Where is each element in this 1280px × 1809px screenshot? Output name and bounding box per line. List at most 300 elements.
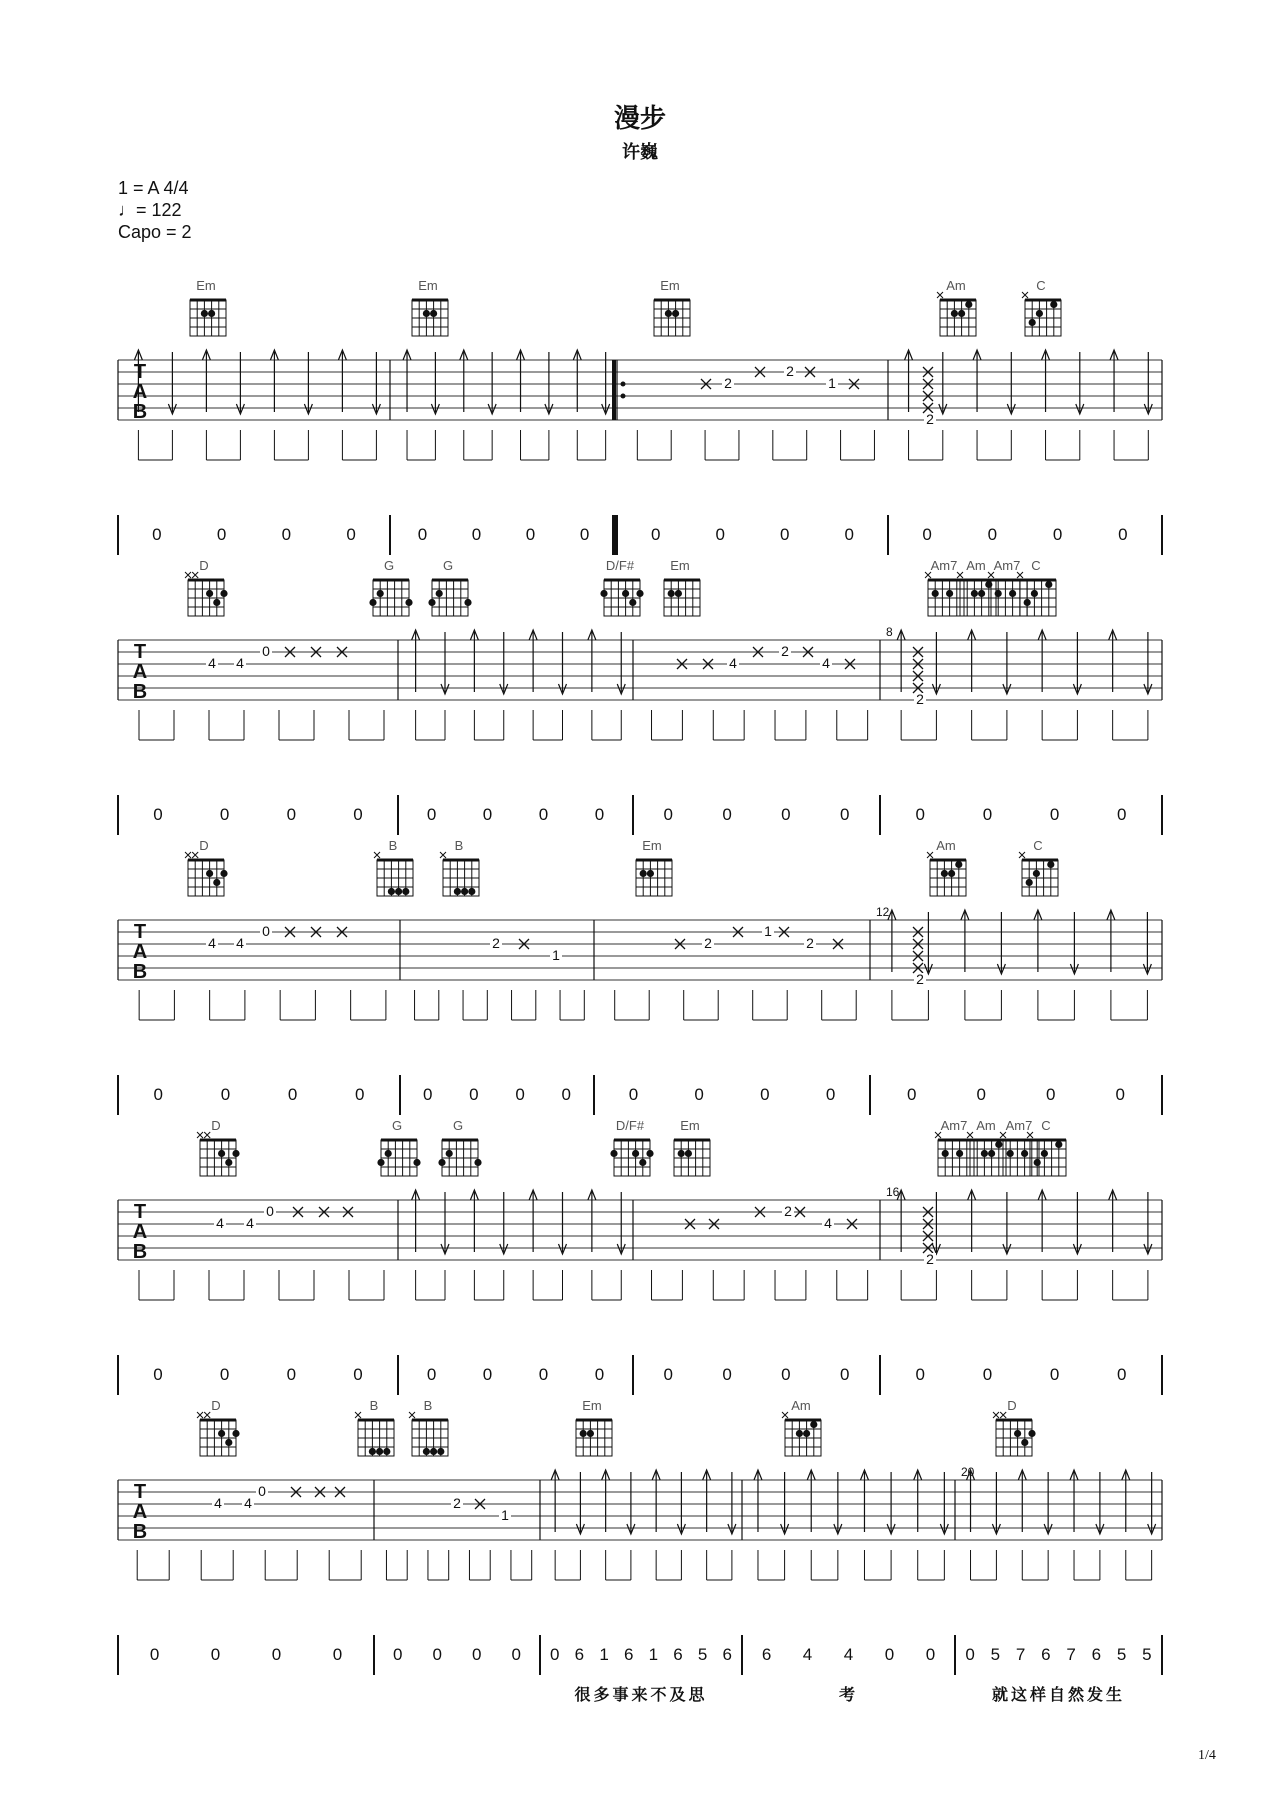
chord-dot bbox=[1026, 879, 1033, 886]
tab-note: 0 bbox=[266, 1203, 274, 1219]
chord-dot bbox=[978, 590, 985, 597]
jianpu-note: 0 bbox=[354, 1085, 365, 1104]
tab-note: 4 bbox=[214, 1495, 222, 1511]
mute-mark bbox=[192, 572, 198, 578]
chord-diagram-am bbox=[937, 278, 976, 336]
tab-note: 4 bbox=[822, 655, 830, 671]
chord-name: Am7 bbox=[930, 558, 958, 573]
chord-dot bbox=[629, 599, 636, 606]
measure bbox=[137, 1483, 361, 1664]
tab-clef-letter: A bbox=[132, 661, 148, 683]
chord-name: Am bbox=[936, 838, 956, 853]
chord-dot bbox=[810, 1421, 817, 1428]
jianpu-note: 0 bbox=[219, 1365, 230, 1384]
jianpu-note: 0 bbox=[538, 1365, 549, 1384]
jianpu-note: 0 bbox=[694, 1085, 704, 1104]
jianpu-note: 0 bbox=[220, 1085, 231, 1104]
jianpu-note: 0 bbox=[353, 1365, 363, 1384]
chord-dot bbox=[1021, 1439, 1028, 1446]
chord-dot bbox=[665, 310, 672, 317]
chord-name: D bbox=[211, 1118, 221, 1133]
jianpu-note: 0 bbox=[286, 805, 297, 824]
chord-dot bbox=[951, 310, 958, 317]
jianpu-note: 0 bbox=[1049, 1365, 1060, 1384]
chord-dot bbox=[437, 1448, 444, 1455]
jianpu-note: 0 bbox=[579, 525, 590, 544]
jianpu-note: 0 bbox=[525, 525, 536, 544]
jianpu-note: 0 bbox=[287, 1085, 298, 1104]
tab-note: 0 bbox=[258, 1483, 266, 1499]
chord-dot bbox=[220, 870, 227, 877]
system-1 bbox=[118, 278, 1162, 555]
chord-diagram-g bbox=[377, 1118, 420, 1176]
measure bbox=[403, 350, 610, 544]
mute-mark bbox=[185, 572, 191, 578]
tab-note: 0 bbox=[262, 923, 270, 939]
chord-name: Am7 bbox=[993, 558, 1021, 573]
chord-name: C bbox=[1036, 278, 1046, 293]
chord-dot bbox=[388, 888, 395, 895]
jianpu-note: 0 bbox=[392, 1645, 403, 1664]
jianpu-note: 0 bbox=[422, 1085, 433, 1104]
chord-dot bbox=[220, 590, 227, 597]
chord-dot bbox=[402, 888, 409, 895]
chord-diagram-em bbox=[636, 838, 672, 896]
jianpu-note: 0 bbox=[906, 1085, 917, 1104]
tab-note: 2 bbox=[781, 643, 789, 659]
jianpu-note: 0 bbox=[722, 805, 732, 824]
chord-name: D bbox=[199, 558, 209, 573]
chord-dot bbox=[423, 310, 430, 317]
measure bbox=[897, 1190, 1152, 1384]
jianpu-note: 6 bbox=[722, 1645, 732, 1664]
chord-diagram-em bbox=[576, 1398, 612, 1456]
jianpu-note: 0 bbox=[915, 805, 926, 824]
mute-mark bbox=[355, 1412, 361, 1418]
chord-dot bbox=[646, 1150, 653, 1157]
mute-mark bbox=[967, 1132, 973, 1138]
tab-note: 4 bbox=[236, 655, 244, 671]
tab-note: 2 bbox=[724, 375, 732, 391]
chord-dot bbox=[232, 1430, 239, 1437]
jianpu-note: 0 bbox=[925, 1645, 936, 1664]
chord-dot bbox=[622, 590, 629, 597]
system-2 bbox=[118, 558, 1162, 835]
jianpu-note: 0 bbox=[839, 1365, 850, 1384]
chord-dot bbox=[675, 590, 682, 597]
chord-dot bbox=[971, 590, 978, 597]
lyric-line: 就这样自然发生 bbox=[991, 1687, 1126, 1704]
jianpu-note: 0 bbox=[271, 1645, 282, 1664]
jianpu-note: 0 bbox=[353, 805, 363, 824]
mute-mark bbox=[937, 292, 943, 298]
mute-mark bbox=[185, 852, 191, 858]
jianpu-note: 0 bbox=[346, 525, 356, 544]
tab-note: 4 bbox=[216, 1215, 224, 1231]
chord-dot bbox=[376, 1448, 383, 1455]
chord-dot bbox=[1041, 1150, 1048, 1157]
chord-dot bbox=[668, 590, 675, 597]
tab-note: 1 bbox=[501, 1507, 509, 1523]
tab-clef-letter: B bbox=[132, 961, 148, 983]
measure bbox=[754, 1470, 948, 1704]
jianpu-note: 0 bbox=[825, 1085, 836, 1104]
tab-clef-letter: A bbox=[132, 381, 148, 403]
jianpu-note: 0 bbox=[976, 1085, 986, 1104]
jianpu-note: 0 bbox=[884, 1645, 895, 1664]
chord-dot bbox=[672, 310, 679, 317]
chord-dot bbox=[377, 590, 384, 597]
jianpu-note: 0 bbox=[780, 525, 790, 544]
jianpu-note: 0 bbox=[210, 1645, 221, 1664]
measure bbox=[652, 1203, 868, 1384]
mute-mark bbox=[197, 1132, 203, 1138]
chord-diagram-d bbox=[993, 1398, 1036, 1456]
tab-note: 4 bbox=[824, 1215, 832, 1231]
measure bbox=[412, 630, 626, 824]
jianpu-note: 0 bbox=[628, 1085, 639, 1104]
mute-mark bbox=[192, 852, 198, 858]
mute-mark bbox=[204, 1412, 210, 1418]
jianpu-note: 0 bbox=[1116, 1365, 1127, 1384]
tab-note: 2 bbox=[926, 1251, 934, 1267]
chord-dot bbox=[685, 1150, 692, 1157]
chord-dot bbox=[995, 1141, 1002, 1148]
jianpu-note: 0 bbox=[149, 1645, 160, 1664]
chord-diagram-c bbox=[1017, 558, 1056, 616]
system-3 bbox=[118, 838, 1162, 1115]
jianpu-note: 4 bbox=[843, 1645, 854, 1664]
chord-dot bbox=[474, 1159, 481, 1166]
mute-mark bbox=[925, 572, 931, 578]
chord-dot bbox=[1034, 1159, 1041, 1166]
chord-dot bbox=[438, 1159, 445, 1166]
chord-dot bbox=[377, 1159, 384, 1166]
chord-name: G bbox=[442, 558, 454, 573]
jianpu-note: 1 bbox=[648, 1645, 659, 1664]
jianpu-note: 0 bbox=[561, 1085, 572, 1104]
chord-dot bbox=[201, 310, 208, 317]
tab-note: 1 bbox=[764, 923, 772, 939]
system-5 bbox=[118, 1398, 1162, 1704]
chord-dot bbox=[610, 1150, 617, 1157]
chord-name: D/F# bbox=[615, 1118, 645, 1133]
chord-name: Em bbox=[418, 278, 438, 293]
jianpu-note: 0 bbox=[1052, 525, 1063, 544]
jianpu-note: 0 bbox=[469, 1085, 479, 1104]
chord-dot bbox=[647, 870, 654, 877]
jianpu-note: 0 bbox=[550, 1645, 560, 1664]
tab-note: 4 bbox=[236, 935, 244, 951]
tab-clef-letter: A bbox=[132, 941, 148, 963]
chord-name: D/F# bbox=[605, 558, 635, 573]
tab-clef-letter: T bbox=[133, 1201, 147, 1223]
chord-dot bbox=[1009, 590, 1016, 597]
jianpu-note: 0 bbox=[922, 525, 932, 544]
lyric-line: 很多事来不及思 bbox=[574, 1687, 708, 1704]
jianpu-note: 0 bbox=[650, 525, 661, 544]
chord-dot bbox=[942, 1150, 949, 1157]
chord-name: Am bbox=[966, 558, 986, 573]
chord-dot bbox=[1014, 1430, 1021, 1437]
chord-name: Am bbox=[791, 1398, 811, 1413]
chord-diagram-am bbox=[927, 838, 966, 896]
chord-name: C bbox=[1041, 1118, 1051, 1133]
chord-dot bbox=[213, 599, 220, 606]
chord-dot bbox=[1036, 310, 1043, 317]
jianpu-note: 0 bbox=[1046, 1085, 1056, 1104]
chord-dot bbox=[796, 1430, 803, 1437]
measure-number: 20 bbox=[961, 1465, 975, 1479]
tab-clef-letter: T bbox=[133, 361, 147, 383]
chord-diagram-em bbox=[412, 278, 448, 336]
chord-diagram-df bbox=[610, 1118, 653, 1176]
jianpu-note: 0 bbox=[219, 805, 230, 824]
mute-mark bbox=[782, 1412, 788, 1418]
jianpu-note: 0 bbox=[482, 1365, 493, 1384]
chord-dot bbox=[436, 590, 443, 597]
tab-note: 2 bbox=[916, 691, 924, 707]
jianpu-note: 0 bbox=[216, 525, 227, 544]
chord-dot bbox=[932, 590, 939, 597]
chord-dot bbox=[1021, 1150, 1028, 1157]
chord-name: Em bbox=[196, 278, 216, 293]
jianpu-note: 0 bbox=[472, 1645, 482, 1664]
jianpu-note: 0 bbox=[839, 805, 850, 824]
measure bbox=[897, 630, 1152, 824]
tab-clef-letter: B bbox=[132, 1521, 148, 1543]
jianpu-note: 0 bbox=[987, 525, 998, 544]
repeat-dot bbox=[621, 382, 626, 387]
jianpu-note: 0 bbox=[594, 1365, 605, 1384]
mute-mark bbox=[1022, 292, 1028, 298]
jianpu-note: 0 bbox=[760, 1085, 770, 1104]
chord-dot bbox=[369, 1448, 376, 1455]
chord-name: Am7 bbox=[940, 1118, 968, 1133]
chord-dot bbox=[423, 1448, 430, 1455]
chord-diagram-am7 bbox=[935, 1118, 974, 1176]
chord-dot bbox=[1047, 861, 1054, 868]
jianpu-note: 0 bbox=[594, 805, 605, 824]
chord-dot bbox=[225, 1439, 232, 1446]
chord-dot bbox=[1028, 1430, 1035, 1437]
measure bbox=[139, 643, 384, 824]
jianpu-note: 0 bbox=[511, 1645, 522, 1664]
mute-mark bbox=[197, 1412, 203, 1418]
jianpu-note: 0 bbox=[153, 805, 163, 824]
jianpu-note: 0 bbox=[844, 525, 855, 544]
chord-dot bbox=[1050, 301, 1057, 308]
jianpu-note: 5 bbox=[1116, 1645, 1127, 1664]
jianpu-note: 0 bbox=[965, 1645, 975, 1664]
tab-note: 2 bbox=[453, 1495, 461, 1511]
mute-mark bbox=[988, 572, 994, 578]
chord-dot bbox=[1033, 870, 1040, 877]
chord-dot bbox=[1031, 590, 1038, 597]
chord-diagram-em bbox=[664, 558, 700, 616]
jianpu-note: 0 bbox=[153, 1365, 163, 1384]
tab-note: 1 bbox=[552, 947, 560, 963]
jianpu-note: 6 bbox=[1041, 1645, 1051, 1664]
chord-dot bbox=[640, 870, 647, 877]
measure bbox=[652, 643, 868, 824]
chord-dot bbox=[232, 1150, 239, 1157]
chord-dot bbox=[208, 310, 215, 317]
mute-mark bbox=[409, 1412, 415, 1418]
artist-name: 许巍 bbox=[622, 142, 658, 163]
jianpu-note: 0 bbox=[781, 1365, 791, 1384]
mute-mark bbox=[1000, 1412, 1006, 1418]
jianpu-note: 0 bbox=[515, 1085, 525, 1104]
jianpu-note: 0 bbox=[982, 805, 993, 824]
chord-diagram-am7 bbox=[925, 558, 964, 616]
tab-note: 1 bbox=[828, 375, 836, 391]
chord-name: D bbox=[199, 838, 209, 853]
jianpu-note: 0 bbox=[781, 805, 791, 824]
chord-dot bbox=[803, 1430, 810, 1437]
tab-clef-letter: B bbox=[132, 1241, 148, 1263]
chord-name: Em bbox=[642, 838, 662, 853]
jianpu-note: 0 bbox=[1116, 805, 1127, 824]
chord-dot bbox=[461, 888, 468, 895]
chord-name: B bbox=[423, 1398, 433, 1413]
chord-name: G bbox=[383, 558, 395, 573]
jianpu-note: 6 bbox=[574, 1645, 585, 1664]
chord-dot bbox=[948, 870, 955, 877]
tab-clef-letter: B bbox=[132, 681, 148, 703]
chord-dot bbox=[632, 1150, 639, 1157]
chord-name: D bbox=[1007, 1398, 1017, 1413]
chord-dot bbox=[955, 861, 962, 868]
chord-diagram-em bbox=[190, 278, 226, 336]
chord-dot bbox=[405, 599, 412, 606]
measure bbox=[888, 910, 1152, 1104]
chord-diagram-d bbox=[197, 1118, 240, 1176]
mute-mark bbox=[1000, 1132, 1006, 1138]
system-4 bbox=[118, 1118, 1162, 1395]
tab-note: 2 bbox=[492, 935, 500, 951]
chord-dot bbox=[1055, 1141, 1062, 1148]
jianpu-note: 6 bbox=[1091, 1645, 1102, 1664]
chord-name: C bbox=[1031, 558, 1041, 573]
tempo-marking: ♩= 122 bbox=[118, 200, 182, 220]
jianpu-note: 1 bbox=[599, 1645, 609, 1664]
tab-note: 4 bbox=[244, 1495, 252, 1511]
measure bbox=[415, 935, 585, 1104]
tab-note: 2 bbox=[806, 935, 814, 951]
chord-dot bbox=[413, 1159, 420, 1166]
tab-clef-letter: A bbox=[132, 1221, 148, 1243]
chord-diagram-am bbox=[967, 1118, 1006, 1176]
jianpu-note: 0 bbox=[286, 1365, 297, 1384]
jianpu-note: 6 bbox=[673, 1645, 683, 1664]
jianpu-note: 0 bbox=[663, 805, 674, 824]
jianpu-note: 0 bbox=[915, 1365, 926, 1384]
chord-name: C bbox=[1033, 838, 1043, 853]
chord-dot bbox=[218, 1150, 225, 1157]
chord-dot bbox=[383, 1448, 390, 1455]
chord-dot bbox=[206, 590, 213, 597]
chord-dot bbox=[369, 599, 376, 606]
measure bbox=[550, 1470, 736, 1704]
tab-note: 4 bbox=[729, 655, 737, 671]
jianpu-note: 0 bbox=[152, 525, 162, 544]
chord-dot bbox=[1007, 1150, 1014, 1157]
mute-mark bbox=[204, 1132, 210, 1138]
chord-diagram-am bbox=[957, 558, 996, 616]
measure-number: 16 bbox=[886, 1185, 900, 1199]
chord-diagram-b bbox=[440, 838, 479, 896]
chord-dot bbox=[600, 590, 607, 597]
jianpu-note: 0 bbox=[1049, 805, 1060, 824]
chord-diagram-d bbox=[185, 558, 228, 616]
jianpu-note: 0 bbox=[1115, 1085, 1126, 1104]
chord-dot bbox=[941, 870, 948, 877]
chord-diagram-df bbox=[600, 558, 643, 616]
jianpu-note: 0 bbox=[417, 525, 428, 544]
measure-number: 12 bbox=[876, 905, 890, 919]
tab-note: 2 bbox=[786, 363, 794, 379]
chord-diagram-em bbox=[674, 1118, 710, 1176]
tab-note: 2 bbox=[784, 1203, 792, 1219]
jianpu-note: 5 bbox=[990, 1645, 1001, 1664]
tab-note: 4 bbox=[208, 655, 216, 671]
measure bbox=[637, 363, 874, 544]
chord-name: B bbox=[454, 838, 464, 853]
chord-dot bbox=[225, 1159, 232, 1166]
chord-name: B bbox=[388, 838, 398, 853]
chord-dot bbox=[1045, 581, 1052, 588]
page-number: 1/4 bbox=[1198, 1748, 1216, 1763]
chord-diagram-b bbox=[409, 1398, 448, 1456]
measure-number: 8 bbox=[886, 625, 893, 639]
measure bbox=[412, 1190, 626, 1384]
mute-mark bbox=[374, 852, 380, 858]
chord-name: Em bbox=[680, 1118, 700, 1133]
jianpu-note: 7 bbox=[1066, 1645, 1076, 1664]
key-time-signature: 1 = A 4/4 bbox=[118, 178, 189, 198]
tab-clef-letter: T bbox=[133, 1481, 147, 1503]
mute-mark bbox=[993, 1412, 999, 1418]
jianpu-note: 0 bbox=[153, 1085, 164, 1104]
measure bbox=[139, 1203, 384, 1384]
tab-note: 2 bbox=[916, 971, 924, 987]
jianpu-note: 7 bbox=[1015, 1645, 1026, 1664]
song-title: 漫步 bbox=[613, 104, 666, 134]
chord-dot bbox=[428, 599, 435, 606]
measure bbox=[386, 1495, 531, 1664]
mute-mark bbox=[1019, 852, 1025, 858]
chord-dot bbox=[430, 1448, 437, 1455]
chord-dot bbox=[213, 879, 220, 886]
chord-name: Em bbox=[660, 278, 680, 293]
chord-dot bbox=[946, 590, 953, 597]
jianpu-note: 0 bbox=[715, 525, 725, 544]
chord-dot bbox=[454, 888, 461, 895]
chord-dot bbox=[430, 310, 437, 317]
mute-mark bbox=[440, 852, 446, 858]
chord-name: Am bbox=[946, 278, 966, 293]
tab-clef-letter: T bbox=[133, 641, 147, 663]
chord-dot bbox=[206, 870, 213, 877]
chord-dot bbox=[956, 1150, 963, 1157]
chord-name: Em bbox=[670, 558, 690, 573]
jianpu-note: 0 bbox=[432, 1645, 442, 1664]
chord-dot bbox=[678, 1150, 685, 1157]
chord-name: Em bbox=[582, 1398, 602, 1413]
chord-diagram-c bbox=[1022, 278, 1061, 336]
chord-diagram-d bbox=[185, 838, 228, 896]
